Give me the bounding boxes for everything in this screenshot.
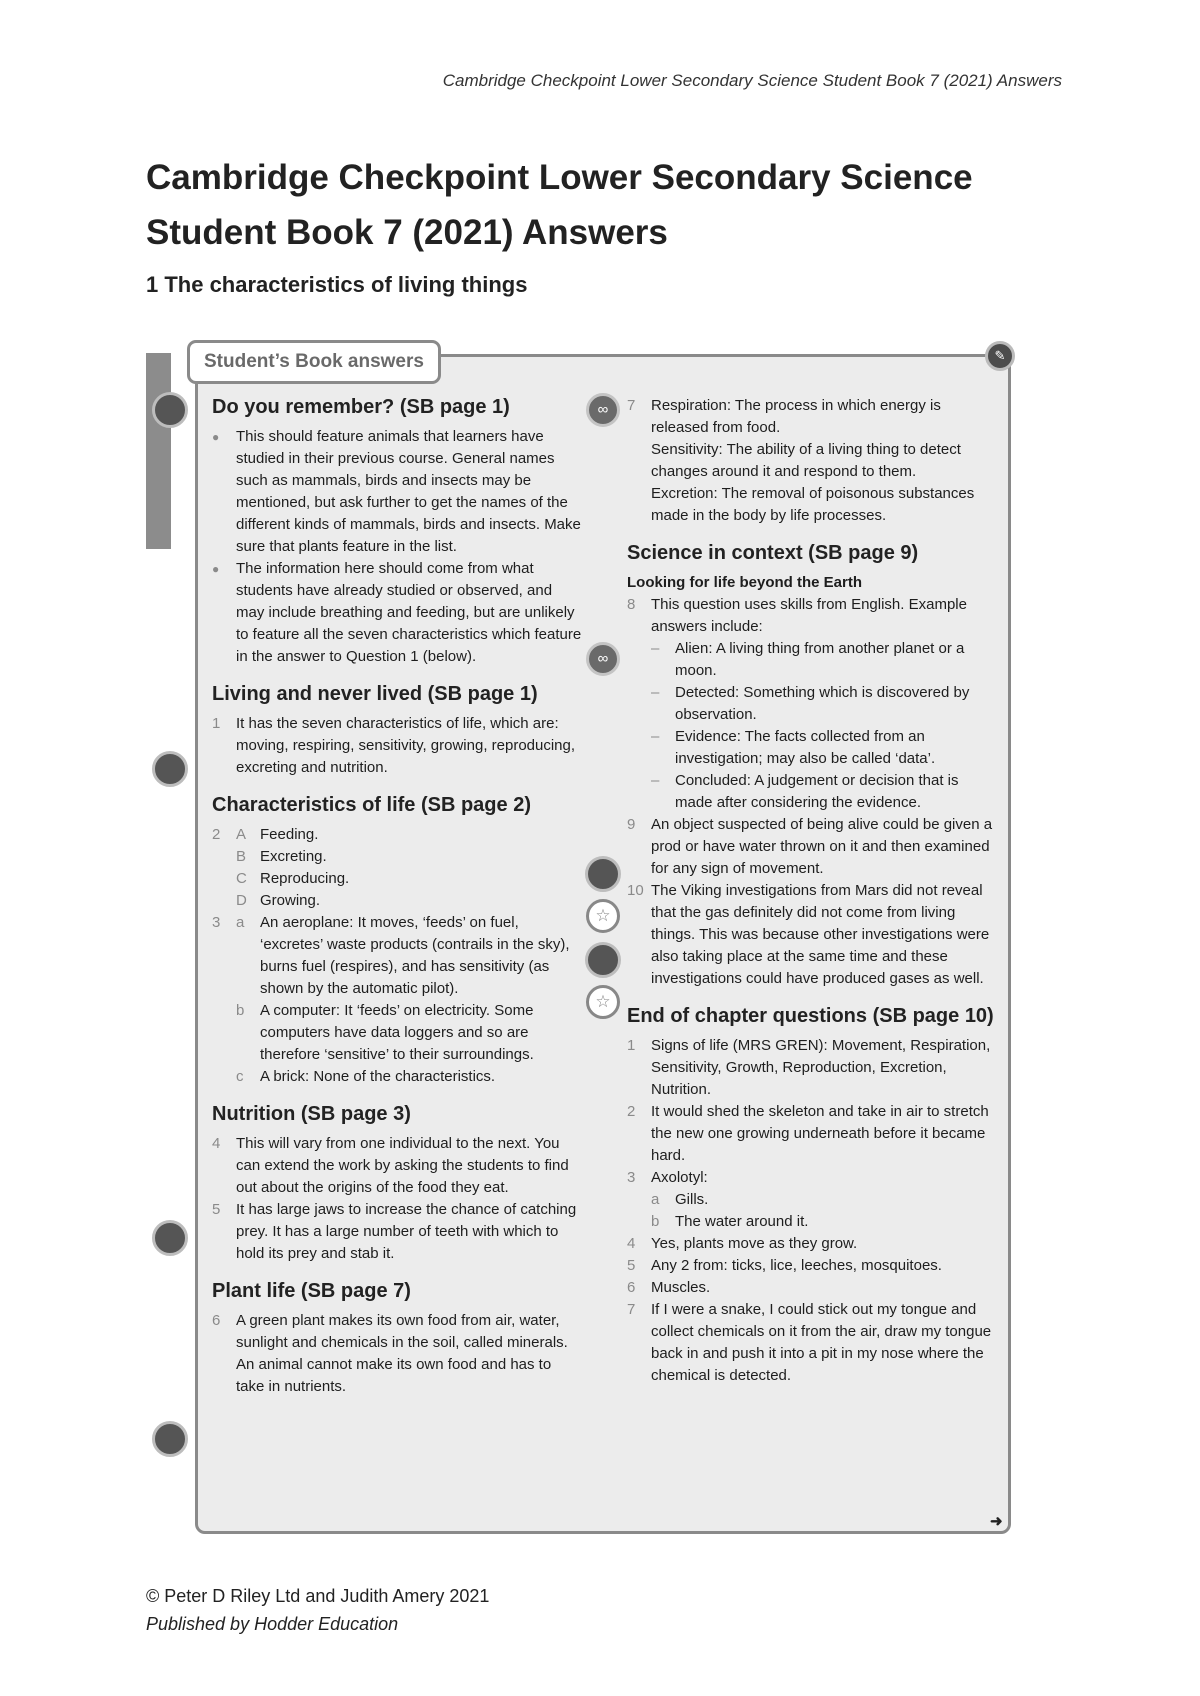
list-item (627, 1255, 997, 1277)
question-number: 4 (212, 1135, 221, 1152)
answer-text: Feeding. (260, 826, 319, 843)
question-number: 4 (627, 1235, 636, 1252)
link-icon: ∞ (586, 393, 620, 427)
list-item (627, 1189, 997, 1211)
circle-marker-icon (152, 1220, 188, 1256)
footer-copyright: © Peter D Riley Ltd and Judith Amery 2021 (146, 1586, 490, 1606)
dash-marker: – (651, 728, 660, 745)
answer-text: Axolotyl: (651, 1169, 708, 1186)
list-item (212, 824, 582, 846)
list-item (212, 426, 582, 558)
question-number: 7 (627, 1301, 636, 1318)
section-title-characteristics: Characteristics of life (SB page 2) (212, 794, 531, 816)
sub-letter: C (236, 870, 247, 887)
section-subheading: Looking for life beyond the Earth (627, 574, 863, 591)
question-number: 6 (627, 1279, 636, 1296)
sub-letter: b (236, 1002, 245, 1019)
answer-text: Excreting. (260, 848, 327, 865)
answer-text: Concluded: A judgement or decision that is made after considering the evidence. (675, 772, 959, 811)
sub-letter: b (651, 1213, 660, 1230)
question-number: 3 (627, 1169, 636, 1186)
section-title-end-of-chapter: End of chapter questions (SB page 10) (627, 1005, 994, 1027)
bullet-icon: ● (212, 562, 220, 576)
section-title-plant: Plant life (SB page 7) (212, 1280, 411, 1302)
list-item (627, 638, 997, 682)
list-item (627, 1299, 997, 1387)
chapter-heading: 1 The characteristics of living things (146, 272, 528, 297)
answer-text: If I were a snake, I could stick out my tongue and collect chemicals on it from the air, draw my tongue back in and push it into a pit in my nose where the chemical is detected. (651, 1301, 992, 1384)
answer-text: The water around it. (675, 1213, 809, 1230)
answer-text: This question uses skills from English. Example answers include: (651, 596, 967, 635)
left-column (212, 395, 582, 1398)
sub-letter: A (236, 826, 247, 843)
section-title-nutrition: Nutrition (SB page 3) (212, 1103, 411, 1125)
answer-text: This will vary from one individual to the next. You can extend the work by asking the students to find out about the origins of the food they eat. (236, 1135, 569, 1196)
circle-marker-icon (152, 751, 188, 787)
list-item (627, 439, 997, 483)
list-item (212, 1133, 582, 1199)
answer-text: Yes, plants move as they grow. (651, 1235, 858, 1252)
list-item (627, 1277, 997, 1299)
answer-text: It has large jaws to increase the chance of catching prey. It has a large number of teeth with which to hold its prey and stab it. (236, 1201, 577, 1262)
list-item (627, 726, 997, 770)
list-item (212, 713, 582, 779)
dash-marker: – (651, 772, 660, 789)
panel-tab: Student’s Book answers (187, 340, 441, 384)
question-number: 1 (212, 715, 221, 732)
dash-marker: – (651, 640, 660, 657)
page-title (146, 150, 973, 260)
circle-marker-icon (152, 392, 188, 428)
list-item (627, 1233, 997, 1255)
list-item (627, 594, 997, 638)
list-item (212, 1000, 582, 1066)
answer-text: The Viking investigations from Mars did not reveal that the gas definitely did not come from living things. This was because other investigations were also taking place at the same time and these investigations could have produced gases as well. (651, 882, 990, 987)
sub-letter: a (236, 914, 245, 931)
answer-text: Detected: Something which is discovered by observation. (675, 684, 970, 723)
star-icon: ☆ (586, 985, 620, 1019)
answer-text: Sensitivity: The ability of a living thing to detect changes around it and respond to them. (651, 441, 961, 480)
answer-text: Signs of life (MRS GREN): Movement, Respiration, Sensitivity, Growth, Reproduction, Excretion, Nutrition. (651, 1037, 991, 1098)
sidebar-strip (146, 353, 171, 549)
running-header: Cambridge Checkpoint Lower Secondary Science Student Book 7 (2021) Answers (442, 71, 1062, 90)
answer-text: Gills. (675, 1191, 709, 1208)
link-icon: ∞ (586, 642, 620, 676)
list-item (212, 1199, 582, 1265)
circle-marker-icon (585, 856, 621, 892)
title-line-2: Student Book 7 (2021) Answers (146, 213, 668, 252)
section-title-remember: Do you remember? (SB page 1) (212, 396, 510, 418)
question-number: 10 (627, 882, 644, 899)
question-number: 3 (212, 914, 221, 931)
answer-text: A computer: It ‘feeds’ on electricity. Some computers have data loggers and so are therefore ‘sensitive’ to their surroundings. (260, 1002, 534, 1063)
answer-text: Muscles. (651, 1279, 711, 1296)
question-number: 2 (627, 1103, 636, 1120)
answer-text: Growing. (260, 892, 321, 909)
list-item (212, 890, 582, 912)
sub-letter: c (236, 1068, 244, 1085)
answer-text: An object suspected of being alive could be given a prod or have water thrown on it and then examined for any sign of movement. (651, 816, 993, 877)
answer-text: It has the seven characteristics of life, which are: moving, respiring, sensitivity, growing, reproducing, excreting and nutrition. (236, 715, 576, 776)
continue-arrow-icon: ➜ (990, 1513, 1003, 1530)
section-title-context: Science in context (SB page 9) (627, 542, 919, 564)
list-item (212, 868, 582, 890)
book-icon: ✎ (985, 341, 1015, 371)
list-item (212, 1310, 582, 1398)
list-item (212, 912, 582, 1000)
footer-publisher: Published by Hodder Education (146, 1614, 399, 1634)
list-item (627, 1101, 997, 1167)
list-item (627, 1035, 997, 1101)
right-column (627, 395, 997, 1387)
answer-text: Reproducing. (260, 870, 350, 887)
star-icon: ☆ (586, 899, 620, 933)
bullet-icon: ● (212, 430, 220, 444)
list-item (627, 814, 997, 880)
answer-text: This should feature animals that learners have studied in their previous course. General names such as mammals, birds and insects may be mentioned, but ask further to get the names of the different kinds of mammals, birds and insects. Make sure that plants feature in the list. (236, 428, 581, 555)
sub-letter: B (236, 848, 247, 865)
circle-marker-icon (585, 942, 621, 978)
list-item (212, 1066, 582, 1088)
list-item (627, 770, 997, 814)
question-number: 5 (212, 1201, 221, 1218)
answer-text: Respiration: The process in which energy is released from food. (651, 397, 941, 436)
question-number: 8 (627, 596, 636, 613)
title-line-1: Cambridge Checkpoint Lower Secondary Science (146, 158, 973, 197)
list-item (627, 483, 997, 527)
answer-text: An aeroplane: It moves, ‘feeds’ on fuel, ‘excretes’ waste products (contrails in the sky), burns fuel (respires), and has sensitivity (as shown by the automatic pilot). (260, 914, 570, 997)
dash-marker: – (651, 684, 660, 701)
list-item (627, 395, 997, 439)
question-number: 2 (212, 826, 221, 843)
answer-text: Alien: A living thing from another planet or a moon. (675, 640, 965, 679)
answer-text: The information here should come from what students have already studied or observed, and may include breathing and feeding, but are unlikely to feature all the seven characteristics which feature in the answer to Question 1 (below). (236, 560, 582, 665)
list-item (627, 880, 997, 990)
circle-marker-icon (152, 1421, 188, 1457)
question-number: 5 (627, 1257, 636, 1274)
question-number: 1 (627, 1037, 636, 1054)
list-item (212, 558, 582, 668)
question-number: 6 (212, 1312, 221, 1329)
section-title-living: Living and never lived (SB page 1) (212, 683, 538, 705)
answer-text: Excretion: The removal of poisonous substances made in the body by life processes. (651, 485, 975, 524)
list-item (627, 1167, 997, 1189)
sub-letter: D (236, 892, 247, 909)
sub-letter: a (651, 1191, 660, 1208)
answer-text: Any 2 from: ticks, lice, leeches, mosquitoes. (651, 1257, 942, 1274)
answer-text: A brick: None of the characteristics. (260, 1068, 496, 1085)
answer-text: It would shed the skeleton and take in air to stretch the new one growing underneath before it became hard. (651, 1103, 989, 1164)
list-item (627, 1211, 997, 1233)
question-number: 9 (627, 816, 636, 833)
list-item (627, 682, 997, 726)
list-item (212, 846, 582, 868)
answer-text: Evidence: The facts collected from an investigation; may also be called ‘data’. (675, 728, 936, 767)
answer-text: A green plant makes its own food from air, water, sunlight and chemicals in the soil, called minerals. An animal cannot make its own food and has to take in nutrients. (236, 1312, 568, 1395)
question-number: 7 (627, 397, 636, 414)
